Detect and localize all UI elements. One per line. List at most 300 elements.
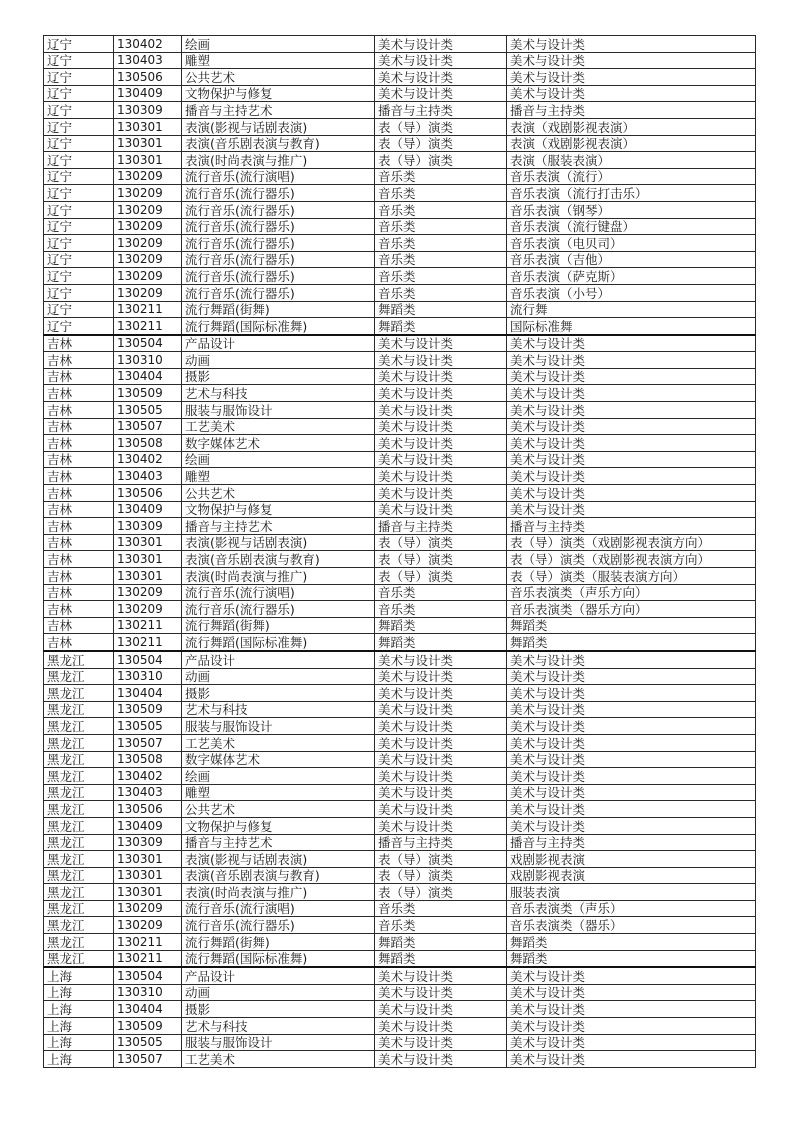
province-cell: 黑龙江: [44, 768, 114, 785]
exam-category-cell: 美术与设计类: [375, 85, 507, 102]
major-code-cell: 130209: [114, 185, 182, 202]
exam-category-cell: 音乐类: [375, 201, 507, 218]
province-cell: 黑龙江: [44, 834, 114, 851]
table-row: [44, 718, 756, 735]
major-name-cell: 服装与服饰设计: [182, 1034, 375, 1051]
exam-category-cell: 舞蹈类: [375, 301, 507, 318]
table-row: [44, 851, 756, 868]
province-cell: 吉林: [44, 485, 114, 502]
major-code-cell: 130309: [114, 518, 182, 535]
table-row: [44, 967, 756, 984]
province-cell: 黑龙江: [44, 701, 114, 718]
major-name-cell: 播音与主持艺术: [182, 518, 375, 535]
exam-category-cell: 美术与设计类: [375, 651, 507, 668]
exam-category-cell: 美术与设计类: [375, 485, 507, 502]
exam-subcategory-cell: 表（导）演类（戏剧影视表演方向）: [507, 551, 756, 568]
exam-category-cell: 美术与设计类: [375, 685, 507, 702]
table-row: [44, 768, 756, 785]
table-row: [44, 251, 756, 268]
province-cell: 辽宁: [44, 185, 114, 202]
major-code-cell: 130301: [114, 135, 182, 152]
exam-subcategory-cell: 国际标准舞: [507, 318, 756, 335]
table-row: [44, 201, 756, 218]
table-row: [44, 451, 756, 468]
major-code-cell: 130504: [114, 651, 182, 668]
province-cell: 黑龙江: [44, 851, 114, 868]
table-row: [44, 1034, 756, 1051]
province-cell: 辽宁: [44, 85, 114, 102]
major-name-cell: 流行舞蹈(国际标准舞): [182, 318, 375, 335]
table-row: [44, 651, 756, 668]
province-cell: 黑龙江: [44, 801, 114, 818]
province-cell: 辽宁: [44, 36, 114, 53]
table-row: [44, 435, 756, 452]
table-row: [44, 352, 756, 369]
province-cell: 辽宁: [44, 152, 114, 169]
province-cell: 黑龙江: [44, 751, 114, 768]
major-name-cell: 产品设计: [182, 651, 375, 668]
province-cell: 黑龙江: [44, 884, 114, 901]
major-code-cell: 130209: [114, 251, 182, 268]
table-row: [44, 284, 756, 301]
major-name-cell: 摄影: [182, 1001, 375, 1018]
major-name-cell: 公共艺术: [182, 801, 375, 818]
table-row: [44, 601, 756, 618]
province-cell: 黑龙江: [44, 668, 114, 685]
exam-subcategory-cell: 美术与设计类: [507, 1051, 756, 1068]
major-name-cell: 流行音乐(流行器乐): [182, 201, 375, 218]
major-name-cell: 绘画: [182, 36, 375, 53]
exam-subcategory-cell: 表（导）演类（服装表演方向）: [507, 568, 756, 585]
exam-category-cell: 美术与设计类: [375, 784, 507, 801]
exam-category-cell: 美术与设计类: [375, 734, 507, 751]
table-row: [44, 551, 756, 568]
major-code-cell: 130404: [114, 368, 182, 385]
major-code-cell: 130403: [114, 468, 182, 485]
major-name-cell: 表演(时尚表演与推广): [182, 568, 375, 585]
province-cell: 吉林: [44, 568, 114, 585]
exam-category-cell: 美术与设计类: [375, 718, 507, 735]
exam-category-cell: 表（导）演类: [375, 568, 507, 585]
exam-subcategory-cell: 美术与设计类: [507, 85, 756, 102]
exam-category-cell: 美术与设计类: [375, 468, 507, 485]
exam-category-cell: 音乐类: [375, 218, 507, 235]
exam-category-cell: 美术与设计类: [375, 368, 507, 385]
major-name-cell: 绘画: [182, 768, 375, 785]
table-row: [44, 235, 756, 252]
major-code-cell: 130209: [114, 168, 182, 185]
table-row: [44, 534, 756, 551]
major-code-cell: 130403: [114, 784, 182, 801]
exam-category-cell: 美术与设计类: [375, 352, 507, 369]
major-name-cell: 流行舞蹈(国际标准舞): [182, 950, 375, 967]
major-code-cell: 130409: [114, 85, 182, 102]
exam-subcategory-cell: 舞蹈类: [507, 950, 756, 967]
province-cell: 吉林: [44, 418, 114, 435]
exam-category-cell: 美术与设计类: [375, 69, 507, 86]
exam-category-cell: 美术与设计类: [375, 1001, 507, 1018]
exam-category-cell: 舞蹈类: [375, 617, 507, 634]
exam-category-cell: 美术与设计类: [375, 817, 507, 834]
table-row: [44, 917, 756, 934]
province-cell: 黑龙江: [44, 917, 114, 934]
province-cell: 吉林: [44, 335, 114, 352]
major-name-cell: 流行舞蹈(街舞): [182, 934, 375, 951]
exam-subcategory-cell: 美术与设计类: [507, 451, 756, 468]
exam-category-cell: 舞蹈类: [375, 950, 507, 967]
exam-category-cell: 表（导）演类: [375, 118, 507, 135]
table-row: [44, 501, 756, 518]
major-code-cell: 130507: [114, 734, 182, 751]
table-row: [44, 584, 756, 601]
table-row: [44, 834, 756, 851]
exam-subcategory-cell: 美术与设计类: [507, 1001, 756, 1018]
major-code-cell: 130506: [114, 801, 182, 818]
table-row: [44, 701, 756, 718]
major-code-cell: 130209: [114, 601, 182, 618]
major-code-cell: 130211: [114, 950, 182, 967]
major-name-cell: 绘画: [182, 451, 375, 468]
table-row: [44, 102, 756, 119]
exam-subcategory-cell: 音乐表演类（器乐方向）: [507, 601, 756, 618]
major-code-cell: 130402: [114, 451, 182, 468]
exam-category-cell: 表（导）演类: [375, 551, 507, 568]
table-row: [44, 135, 756, 152]
exam-category-cell: 美术与设计类: [375, 1034, 507, 1051]
major-code-cell: 130404: [114, 685, 182, 702]
exam-category-cell: 美术与设计类: [375, 984, 507, 1001]
province-cell: 黑龙江: [44, 867, 114, 884]
major-code-cell: 130301: [114, 867, 182, 884]
table-row: [44, 385, 756, 402]
exam-subcategory-cell: 播音与主持类: [507, 834, 756, 851]
major-code-cell: 130301: [114, 534, 182, 551]
major-code-cell: 130508: [114, 751, 182, 768]
major-code-cell: 130505: [114, 402, 182, 419]
province-cell: 吉林: [44, 584, 114, 601]
major-name-cell: 工艺美术: [182, 734, 375, 751]
exam-category-cell: 美术与设计类: [375, 385, 507, 402]
table-row: [44, 69, 756, 86]
exam-subcategory-cell: 播音与主持类: [507, 518, 756, 535]
province-cell: 辽宁: [44, 135, 114, 152]
exam-subcategory-cell: 美术与设计类: [507, 368, 756, 385]
major-code-cell: 130310: [114, 352, 182, 369]
table-row: [44, 118, 756, 135]
exam-subcategory-cell: 播音与主持类: [507, 102, 756, 119]
major-name-cell: 艺术与科技: [182, 1018, 375, 1035]
exam-category-cell: 表（导）演类: [375, 867, 507, 884]
table-row: [44, 85, 756, 102]
exam-subcategory-cell: 美术与设计类: [507, 685, 756, 702]
province-cell: 吉林: [44, 385, 114, 402]
table-row: [44, 218, 756, 235]
exam-category-cell: 播音与主持类: [375, 102, 507, 119]
table-row: [44, 984, 756, 1001]
major-name-cell: 表演(影视与话剧表演): [182, 534, 375, 551]
exam-category-cell: 美术与设计类: [375, 501, 507, 518]
major-name-cell: 流行音乐(流行器乐): [182, 601, 375, 618]
province-cell: 上海: [44, 967, 114, 984]
major-name-cell: 动画: [182, 352, 375, 369]
major-code-cell: 130509: [114, 1018, 182, 1035]
exam-subcategory-cell: 舞蹈类: [507, 634, 756, 651]
exam-category-cell: 美术与设计类: [375, 768, 507, 785]
exam-subcategory-cell: 音乐表演（流行键盘）: [507, 218, 756, 235]
exam-subcategory-cell: 美术与设计类: [507, 468, 756, 485]
major-name-cell: 文物保护与修复: [182, 85, 375, 102]
table-row: [44, 402, 756, 419]
exam-category-cell: 美术与设计类: [375, 52, 507, 69]
province-cell: 辽宁: [44, 201, 114, 218]
exam-subcategory-cell: 美术与设计类: [507, 418, 756, 435]
major-code-cell: 130211: [114, 634, 182, 651]
province-cell: 辽宁: [44, 69, 114, 86]
major-code-cell: 130309: [114, 834, 182, 851]
major-code-cell: 130403: [114, 52, 182, 69]
province-cell: 辽宁: [44, 235, 114, 252]
exam-subcategory-cell: 美术与设计类: [507, 501, 756, 518]
exam-category-cell: 美术与设计类: [375, 451, 507, 468]
table-row: [44, 52, 756, 69]
major-name-cell: 摄影: [182, 368, 375, 385]
exam-category-cell: 音乐类: [375, 601, 507, 618]
exam-subcategory-cell: 表演（戏剧影视表演）: [507, 118, 756, 135]
table-row: [44, 152, 756, 169]
major-name-cell: 产品设计: [182, 967, 375, 984]
major-name-cell: 雕塑: [182, 468, 375, 485]
admissions-table: [43, 35, 756, 1068]
major-code-cell: 130301: [114, 551, 182, 568]
province-cell: 吉林: [44, 617, 114, 634]
exam-subcategory-cell: 服装表演: [507, 884, 756, 901]
major-name-cell: 流行音乐(流行器乐): [182, 284, 375, 301]
major-code-cell: 130504: [114, 335, 182, 352]
province-cell: 黑龙江: [44, 734, 114, 751]
exam-category-cell: 音乐类: [375, 251, 507, 268]
exam-subcategory-cell: 美术与设计类: [507, 402, 756, 419]
major-code-cell: 130301: [114, 884, 182, 901]
exam-subcategory-cell: 音乐表演（钢琴）: [507, 201, 756, 218]
major-code-cell: 130209: [114, 284, 182, 301]
major-code-cell: 130506: [114, 485, 182, 502]
exam-category-cell: 音乐类: [375, 168, 507, 185]
major-name-cell: 工艺美术: [182, 418, 375, 435]
major-name-cell: 雕塑: [182, 52, 375, 69]
exam-category-cell: 音乐类: [375, 235, 507, 252]
major-name-cell: 数字媒体艺术: [182, 751, 375, 768]
major-name-cell: 公共艺术: [182, 485, 375, 502]
province-cell: 吉林: [44, 551, 114, 568]
exam-subcategory-cell: 美术与设计类: [507, 734, 756, 751]
table-row: [44, 685, 756, 702]
table-row: [44, 950, 756, 967]
province-cell: 黑龙江: [44, 950, 114, 967]
major-name-cell: 流行音乐(流行演唱): [182, 900, 375, 917]
major-name-cell: 艺术与科技: [182, 701, 375, 718]
major-name-cell: 流行音乐(流行演唱): [182, 584, 375, 601]
exam-subcategory-cell: 美术与设计类: [507, 751, 756, 768]
exam-subcategory-cell: 美术与设计类: [507, 385, 756, 402]
major-code-cell: 130301: [114, 568, 182, 585]
exam-subcategory-cell: 音乐表演类（声乐方向）: [507, 584, 756, 601]
exam-category-cell: 美术与设计类: [375, 435, 507, 452]
major-code-cell: 130506: [114, 69, 182, 86]
exam-category-cell: 音乐类: [375, 584, 507, 601]
table-row: [44, 867, 756, 884]
table-row: [44, 668, 756, 685]
exam-category-cell: 音乐类: [375, 185, 507, 202]
province-cell: 黑龙江: [44, 900, 114, 917]
major-code-cell: 130209: [114, 218, 182, 235]
major-name-cell: 表演(影视与话剧表演): [182, 118, 375, 135]
province-cell: 上海: [44, 984, 114, 1001]
exam-category-cell: 音乐类: [375, 268, 507, 285]
exam-category-cell: 音乐类: [375, 900, 507, 917]
major-name-cell: 流行音乐(流行器乐): [182, 185, 375, 202]
major-code-cell: 130509: [114, 385, 182, 402]
major-code-cell: 130301: [114, 118, 182, 135]
major-name-cell: 服装与服饰设计: [182, 718, 375, 735]
exam-category-cell: 舞蹈类: [375, 634, 507, 651]
province-cell: 辽宁: [44, 301, 114, 318]
exam-category-cell: 播音与主持类: [375, 834, 507, 851]
major-name-cell: 动画: [182, 984, 375, 1001]
exam-category-cell: 音乐类: [375, 917, 507, 934]
province-cell: 上海: [44, 1051, 114, 1068]
major-code-cell: 130209: [114, 584, 182, 601]
major-name-cell: 流行音乐(流行器乐): [182, 235, 375, 252]
province-cell: 吉林: [44, 451, 114, 468]
exam-subcategory-cell: 美术与设计类: [507, 768, 756, 785]
table-row: [44, 168, 756, 185]
major-name-cell: 流行音乐(流行器乐): [182, 917, 375, 934]
major-name-cell: 表演(时尚表演与推广): [182, 884, 375, 901]
exam-subcategory-cell: 美术与设计类: [507, 36, 756, 53]
major-name-cell: 工艺美术: [182, 1051, 375, 1068]
major-name-cell: 动画: [182, 668, 375, 685]
table-row: [44, 734, 756, 751]
major-code-cell: 130309: [114, 102, 182, 119]
exam-subcategory-cell: 美术与设计类: [507, 651, 756, 668]
major-code-cell: 130301: [114, 851, 182, 868]
major-code-cell: 130209: [114, 917, 182, 934]
table-row: [44, 634, 756, 651]
table-row: [44, 1001, 756, 1018]
table-row: [44, 518, 756, 535]
major-name-cell: 表演(音乐剧表演与教育): [182, 135, 375, 152]
province-cell: 辽宁: [44, 102, 114, 119]
major-name-cell: 艺术与科技: [182, 385, 375, 402]
exam-category-cell: 美术与设计类: [375, 36, 507, 53]
table-row: [44, 468, 756, 485]
major-code-cell: 130209: [114, 268, 182, 285]
exam-category-cell: 美术与设计类: [375, 1051, 507, 1068]
table-row: [44, 751, 756, 768]
exam-subcategory-cell: 美术与设计类: [507, 485, 756, 502]
major-name-cell: 播音与主持艺术: [182, 834, 375, 851]
major-name-cell: 文物保护与修复: [182, 501, 375, 518]
exam-category-cell: 美术与设计类: [375, 751, 507, 768]
major-name-cell: 流行舞蹈(街舞): [182, 617, 375, 634]
exam-category-cell: 音乐类: [375, 284, 507, 301]
major-code-cell: 130209: [114, 235, 182, 252]
table-row: [44, 900, 756, 917]
major-code-cell: 130404: [114, 1001, 182, 1018]
table-row: [44, 485, 756, 502]
table-row: [44, 418, 756, 435]
exam-category-cell: 美术与设计类: [375, 668, 507, 685]
exam-subcategory-cell: 音乐表演（电贝司）: [507, 235, 756, 252]
exam-subcategory-cell: 美术与设计类: [507, 435, 756, 452]
major-name-cell: 雕塑: [182, 784, 375, 801]
exam-subcategory-cell: 美术与设计类: [507, 52, 756, 69]
exam-subcategory-cell: 美术与设计类: [507, 718, 756, 735]
major-name-cell: 公共艺术: [182, 69, 375, 86]
table-row: [44, 268, 756, 285]
major-code-cell: 130310: [114, 984, 182, 1001]
table-row: [44, 617, 756, 634]
province-cell: 辽宁: [44, 251, 114, 268]
major-code-cell: 130209: [114, 201, 182, 218]
major-name-cell: 流行音乐(流行器乐): [182, 268, 375, 285]
exam-subcategory-cell: 美术与设计类: [507, 1018, 756, 1035]
exam-subcategory-cell: 舞蹈类: [507, 617, 756, 634]
exam-category-cell: 美术与设计类: [375, 418, 507, 435]
province-cell: 辽宁: [44, 168, 114, 185]
province-cell: 辽宁: [44, 52, 114, 69]
table-row: [44, 784, 756, 801]
exam-subcategory-cell: 表演（服装表演）: [507, 152, 756, 169]
table-body: [44, 36, 756, 1068]
exam-subcategory-cell: 美术与设计类: [507, 352, 756, 369]
major-code-cell: 130505: [114, 718, 182, 735]
exam-subcategory-cell: 表（导）演类（戏剧影视表演方向）: [507, 534, 756, 551]
major-code-cell: 130504: [114, 967, 182, 984]
exam-category-cell: 美术与设计类: [375, 701, 507, 718]
exam-subcategory-cell: 音乐表演类（声乐）: [507, 900, 756, 917]
major-name-cell: 流行舞蹈(国际标准舞): [182, 634, 375, 651]
exam-subcategory-cell: 表演（戏剧影视表演）: [507, 135, 756, 152]
exam-subcategory-cell: 舞蹈类: [507, 934, 756, 951]
major-name-cell: 产品设计: [182, 335, 375, 352]
exam-category-cell: 美术与设计类: [375, 967, 507, 984]
major-code-cell: 130507: [114, 418, 182, 435]
exam-subcategory-cell: 音乐表演（吉他）: [507, 251, 756, 268]
exam-category-cell: 美术与设计类: [375, 402, 507, 419]
province-cell: 黑龙江: [44, 934, 114, 951]
major-code-cell: 130409: [114, 501, 182, 518]
major-name-cell: 文物保护与修复: [182, 817, 375, 834]
province-cell: 黑龙江: [44, 817, 114, 834]
province-cell: 上海: [44, 1034, 114, 1051]
table-row: [44, 801, 756, 818]
table-row: [44, 568, 756, 585]
table-row: [44, 185, 756, 202]
exam-category-cell: 表（导）演类: [375, 152, 507, 169]
major-name-cell: 服装与服饰设计: [182, 402, 375, 419]
major-code-cell: 130507: [114, 1051, 182, 1068]
province-cell: 辽宁: [44, 318, 114, 335]
province-cell: 辽宁: [44, 118, 114, 135]
major-code-cell: 130209: [114, 900, 182, 917]
exam-subcategory-cell: 戏剧影视表演: [507, 851, 756, 868]
major-name-cell: 表演(音乐剧表演与教育): [182, 867, 375, 884]
province-cell: 黑龙江: [44, 784, 114, 801]
exam-subcategory-cell: 音乐表演（萨克斯）: [507, 268, 756, 285]
major-code-cell: 130211: [114, 301, 182, 318]
major-name-cell: 播音与主持艺术: [182, 102, 375, 119]
